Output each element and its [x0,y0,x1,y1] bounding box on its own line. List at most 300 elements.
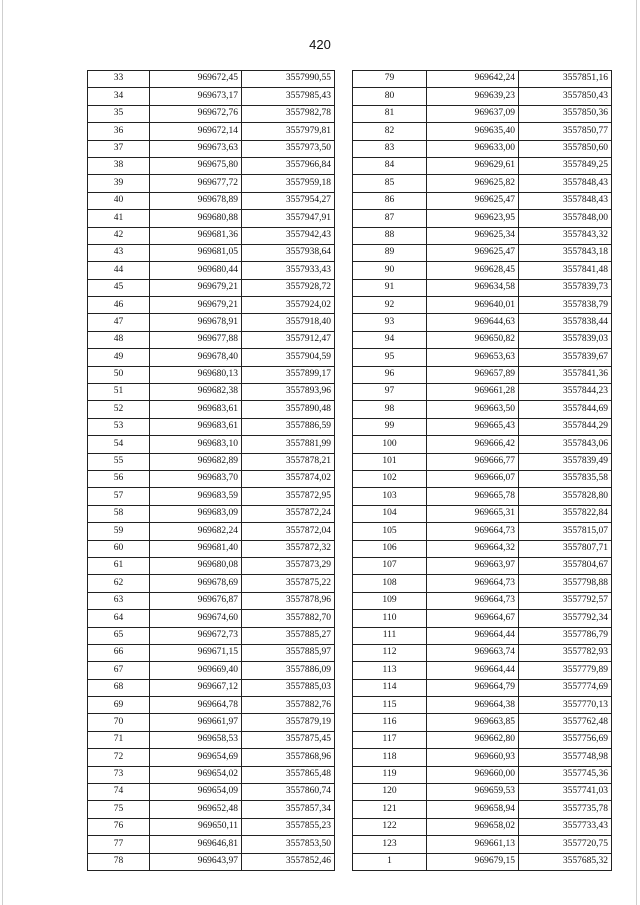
y-coordinate-cell: 3557873,29 [242,557,335,574]
y-coordinate-cell: 3557928,72 [242,279,335,296]
table-row [88,314,335,331]
x-coordinate-cell: 969666,07 [427,470,519,487]
table-row [88,244,335,261]
y-coordinate-cell: 3557942,43 [242,227,335,244]
x-coordinate-cell: 969659,53 [427,784,519,801]
page-number: 420 [309,37,331,52]
x-coordinate-cell: 969664,44 [427,627,519,644]
y-coordinate-cell: 3557882,76 [242,697,335,714]
x-coordinate-cell: 969650,11 [150,818,242,835]
point-number-cell: 50 [88,366,150,383]
point-number-cell: 108 [353,575,427,592]
table-row [88,331,335,348]
point-number-cell: 101 [353,453,427,470]
table-row [88,836,335,853]
point-number-cell: 81 [353,105,427,122]
y-coordinate-cell: 3557792,57 [519,592,612,609]
point-number-cell: 121 [353,801,427,818]
table-row [88,853,335,870]
table-row [88,592,335,609]
point-number-cell: 65 [88,627,150,644]
y-coordinate-cell: 3557882,70 [242,610,335,627]
table-row [88,175,335,192]
y-coordinate-cell: 3557735,78 [519,801,612,818]
y-coordinate-cell: 3557912,47 [242,331,335,348]
x-coordinate-cell: 969665,43 [427,418,519,435]
x-coordinate-cell: 969664,79 [427,679,519,696]
x-coordinate-cell: 969663,85 [427,714,519,731]
y-coordinate-cell: 3557841,36 [519,366,612,383]
x-coordinate-cell: 969682,24 [150,523,242,540]
table-row [353,784,612,801]
table-row [353,836,612,853]
point-number-cell: 43 [88,244,150,261]
x-coordinate-cell: 969664,73 [427,592,519,609]
y-coordinate-cell: 3557849,25 [519,157,612,174]
y-coordinate-cell: 3557879,19 [242,714,335,731]
y-coordinate-cell: 3557850,36 [519,105,612,122]
y-coordinate-cell: 3557720,75 [519,836,612,853]
y-coordinate-cell: 3557872,32 [242,540,335,557]
x-coordinate-cell: 969644,63 [427,314,519,331]
y-coordinate-cell: 3557828,80 [519,488,612,505]
point-number-cell: 49 [88,349,150,366]
y-coordinate-cell: 3557807,71 [519,540,612,557]
y-coordinate-cell: 3557852,46 [242,853,335,870]
table-row [88,523,335,540]
x-coordinate-cell: 969635,40 [427,123,519,140]
table-row [353,157,612,174]
point-number-cell: 59 [88,523,150,540]
point-number-cell: 40 [88,192,150,209]
table-row [353,801,612,818]
point-number-cell: 37 [88,140,150,157]
table-row [353,210,612,227]
x-coordinate-cell: 969654,09 [150,784,242,801]
y-coordinate-cell: 3557839,03 [519,331,612,348]
x-coordinate-cell: 969674,60 [150,610,242,627]
table-row [88,818,335,835]
x-coordinate-cell: 969664,73 [427,575,519,592]
x-coordinate-cell: 969682,89 [150,453,242,470]
table-row [353,192,612,209]
y-coordinate-cell: 3557844,23 [519,384,612,401]
table-row [353,314,612,331]
point-number-cell: 87 [353,210,427,227]
table-row [353,349,612,366]
y-coordinate-cell: 3557786,79 [519,627,612,644]
x-coordinate-cell: 969663,97 [427,557,519,574]
x-coordinate-cell: 969654,69 [150,749,242,766]
x-coordinate-cell: 969679,15 [427,853,519,870]
x-coordinate-cell: 969683,70 [150,470,242,487]
table-row [88,436,335,453]
point-number-cell: 53 [88,418,150,435]
x-coordinate-cell: 969677,88 [150,331,242,348]
table-row [353,610,612,627]
table-row [353,384,612,401]
x-coordinate-cell: 969682,38 [150,384,242,401]
table-row [353,697,612,714]
y-coordinate-cell: 3557918,40 [242,314,335,331]
point-number-cell: 93 [353,314,427,331]
x-coordinate-cell: 969662,80 [427,731,519,748]
x-coordinate-cell: 969623,95 [427,210,519,227]
point-number-cell: 74 [88,784,150,801]
x-coordinate-cell: 969683,61 [150,418,242,435]
x-coordinate-cell: 969680,44 [150,262,242,279]
table-row [353,470,612,487]
point-number-cell: 36 [88,123,150,140]
point-number-cell: 86 [353,192,427,209]
y-coordinate-cell: 3557954,27 [242,192,335,209]
y-coordinate-cell: 3557685,32 [519,853,612,870]
point-number-cell: 33 [88,71,150,88]
point-number-cell: 88 [353,227,427,244]
y-coordinate-cell: 3557815,07 [519,523,612,540]
table-row [88,349,335,366]
y-coordinate-cell: 3557904,59 [242,349,335,366]
x-coordinate-cell: 969625,34 [427,227,519,244]
y-coordinate-cell: 3557843,18 [519,244,612,261]
y-coordinate-cell: 3557851,16 [519,71,612,88]
x-coordinate-cell: 969625,47 [427,192,519,209]
point-number-cell: 100 [353,436,427,453]
x-coordinate-cell: 969683,61 [150,401,242,418]
y-coordinate-cell: 3557782,93 [519,644,612,661]
point-number-cell: 107 [353,557,427,574]
table-row [88,297,335,314]
y-coordinate-cell: 3557853,50 [242,836,335,853]
y-coordinate-cell: 3557745,36 [519,766,612,783]
x-coordinate-cell: 969664,32 [427,540,519,557]
point-number-cell: 64 [88,610,150,627]
y-coordinate-cell: 3557860,74 [242,784,335,801]
table-row [88,627,335,644]
table-row [353,488,612,505]
point-number-cell: 51 [88,384,150,401]
y-coordinate-cell: 3557933,43 [242,262,335,279]
x-coordinate-cell: 969683,10 [150,436,242,453]
point-number-cell: 80 [353,88,427,105]
table-row [353,71,612,88]
table-row [88,157,335,174]
table-row [88,105,335,122]
y-coordinate-cell: 3557841,48 [519,262,612,279]
y-coordinate-cell: 3557885,97 [242,644,335,661]
table-row [88,697,335,714]
y-coordinate-cell: 3557990,55 [242,71,335,88]
y-coordinate-cell: 3557893,96 [242,384,335,401]
point-number-cell: 112 [353,644,427,661]
coordinates-table-left [87,70,335,871]
point-number-cell: 117 [353,731,427,748]
y-coordinate-cell: 3557874,02 [242,470,335,487]
point-number-cell: 1 [353,853,427,870]
y-coordinate-cell: 3557924,02 [242,297,335,314]
y-coordinate-cell: 3557741,03 [519,784,612,801]
point-number-cell: 39 [88,175,150,192]
y-coordinate-cell: 3557848,43 [519,192,612,209]
table-row [88,610,335,627]
x-coordinate-cell: 969625,82 [427,175,519,192]
x-coordinate-cell: 969680,08 [150,557,242,574]
x-coordinate-cell: 969639,23 [427,88,519,105]
x-coordinate-cell: 969664,44 [427,662,519,679]
table-row [353,749,612,766]
point-number-cell: 61 [88,557,150,574]
x-coordinate-cell: 969664,38 [427,697,519,714]
x-coordinate-cell: 969637,09 [427,105,519,122]
table-row [88,749,335,766]
table-row [353,366,612,383]
table-row [88,418,335,435]
x-coordinate-cell: 969664,67 [427,610,519,627]
point-number-cell: 42 [88,227,150,244]
point-number-cell: 55 [88,453,150,470]
x-coordinate-cell: 969672,76 [150,105,242,122]
point-number-cell: 41 [88,210,150,227]
point-number-cell: 103 [353,488,427,505]
y-coordinate-cell: 3557899,17 [242,366,335,383]
point-number-cell: 57 [88,488,150,505]
x-coordinate-cell: 969673,63 [150,140,242,157]
table-row [88,227,335,244]
point-number-cell: 73 [88,766,150,783]
scan-edge-left [2,0,3,905]
point-number-cell: 71 [88,731,150,748]
table-row [88,123,335,140]
table-row [353,244,612,261]
point-number-cell: 110 [353,610,427,627]
x-coordinate-cell: 969646,81 [150,836,242,853]
y-coordinate-cell: 3557804,67 [519,557,612,574]
table-row [353,262,612,279]
point-number-cell: 85 [353,175,427,192]
x-coordinate-cell: 969677,72 [150,175,242,192]
y-coordinate-cell: 3557844,69 [519,401,612,418]
table-row [88,679,335,696]
x-coordinate-cell: 969675,80 [150,157,242,174]
point-number-cell: 91 [353,279,427,296]
point-number-cell: 83 [353,140,427,157]
y-coordinate-cell: 3557885,03 [242,679,335,696]
y-coordinate-cell: 3557982,78 [242,105,335,122]
table-row [353,505,612,522]
y-coordinate-cell: 3557792,34 [519,610,612,627]
point-number-cell: 96 [353,366,427,383]
table-row [353,766,612,783]
table-row [353,227,612,244]
point-number-cell: 89 [353,244,427,261]
table-row [88,766,335,783]
x-coordinate-cell: 969658,02 [427,818,519,835]
y-coordinate-cell: 3557868,96 [242,749,335,766]
table-row [353,418,612,435]
point-number-cell: 38 [88,157,150,174]
table-row [88,279,335,296]
x-coordinate-cell: 969672,45 [150,71,242,88]
x-coordinate-cell: 969669,40 [150,662,242,679]
table-row [88,366,335,383]
table-row [353,88,612,105]
y-coordinate-cell: 3557848,00 [519,210,612,227]
point-number-cell: 66 [88,644,150,661]
table-row [353,557,612,574]
y-coordinate-cell: 3557966,84 [242,157,335,174]
point-number-cell: 120 [353,784,427,801]
y-coordinate-cell: 3557843,32 [519,227,612,244]
x-coordinate-cell: 969673,17 [150,88,242,105]
point-number-cell: 111 [353,627,427,644]
y-coordinate-cell: 3557890,48 [242,401,335,418]
point-number-cell: 78 [88,853,150,870]
coordinates-table-right [352,70,612,871]
point-number-cell: 72 [88,749,150,766]
point-number-cell: 99 [353,418,427,435]
x-coordinate-cell: 969640,01 [427,297,519,314]
x-coordinate-cell: 969661,13 [427,836,519,853]
point-number-cell: 68 [88,679,150,696]
y-coordinate-cell: 3557850,43 [519,88,612,105]
x-coordinate-cell: 969664,73 [427,523,519,540]
x-coordinate-cell: 969663,74 [427,644,519,661]
point-number-cell: 82 [353,123,427,140]
x-coordinate-cell: 969681,05 [150,244,242,261]
point-number-cell: 35 [88,105,150,122]
table-row [353,679,612,696]
point-number-cell: 46 [88,297,150,314]
table-row [88,505,335,522]
table-row [88,140,335,157]
y-coordinate-cell: 3557872,95 [242,488,335,505]
x-coordinate-cell: 969676,87 [150,592,242,609]
x-coordinate-cell: 969663,50 [427,401,519,418]
y-coordinate-cell: 3557885,27 [242,627,335,644]
x-coordinate-cell: 969678,89 [150,192,242,209]
x-coordinate-cell: 969658,53 [150,731,242,748]
table-row [353,644,612,661]
table-row [353,540,612,557]
x-coordinate-cell: 969633,00 [427,140,519,157]
point-number-cell: 45 [88,279,150,296]
y-coordinate-cell: 3557839,73 [519,279,612,296]
point-number-cell: 114 [353,679,427,696]
point-number-cell: 95 [353,349,427,366]
table-row [88,401,335,418]
y-coordinate-cell: 3557985,43 [242,88,335,105]
point-number-cell: 75 [88,801,150,818]
x-coordinate-cell: 969660,00 [427,766,519,783]
table-row [88,731,335,748]
point-number-cell: 70 [88,714,150,731]
y-coordinate-cell: 3557878,96 [242,592,335,609]
y-coordinate-cell: 3557748,98 [519,749,612,766]
table-row [88,210,335,227]
x-coordinate-cell: 969629,61 [427,157,519,174]
x-coordinate-cell: 969658,94 [427,801,519,818]
x-coordinate-cell: 969653,63 [427,349,519,366]
x-coordinate-cell: 969654,02 [150,766,242,783]
y-coordinate-cell: 3557959,18 [242,175,335,192]
x-coordinate-cell: 969634,58 [427,279,519,296]
point-number-cell: 58 [88,505,150,522]
point-number-cell: 105 [353,523,427,540]
table-row [353,279,612,296]
y-coordinate-cell: 3557979,81 [242,123,335,140]
y-coordinate-cell: 3557850,60 [519,140,612,157]
table-row [88,784,335,801]
x-coordinate-cell: 969643,97 [150,853,242,870]
point-number-cell: 77 [88,836,150,853]
y-coordinate-cell: 3557838,44 [519,314,612,331]
table-row [353,662,612,679]
table-row [353,853,612,870]
x-coordinate-cell: 969678,40 [150,349,242,366]
x-coordinate-cell: 969678,69 [150,575,242,592]
point-number-cell: 90 [353,262,427,279]
y-coordinate-cell: 3557798,88 [519,575,612,592]
table-row [353,297,612,314]
y-coordinate-cell: 3557878,21 [242,453,335,470]
point-number-cell: 119 [353,766,427,783]
x-coordinate-cell: 969642,24 [427,71,519,88]
x-coordinate-cell: 969661,28 [427,384,519,401]
y-coordinate-cell: 3557839,67 [519,349,612,366]
point-number-cell: 76 [88,818,150,835]
table-row [88,453,335,470]
point-number-cell: 116 [353,714,427,731]
table-row [88,575,335,592]
table-row [353,592,612,609]
point-number-cell: 34 [88,88,150,105]
point-number-cell: 118 [353,749,427,766]
y-coordinate-cell: 3557938,64 [242,244,335,261]
point-number-cell: 97 [353,384,427,401]
point-number-cell: 69 [88,697,150,714]
table-row [353,731,612,748]
x-coordinate-cell: 969652,48 [150,801,242,818]
table-row [88,644,335,661]
x-coordinate-cell: 969683,09 [150,505,242,522]
table-row [88,262,335,279]
scan-edge-right [636,0,637,905]
y-coordinate-cell: 3557857,34 [242,801,335,818]
x-coordinate-cell: 969667,12 [150,679,242,696]
x-coordinate-cell: 969665,31 [427,505,519,522]
table-row [88,88,335,105]
y-coordinate-cell: 3557843,06 [519,436,612,453]
x-coordinate-cell: 969665,78 [427,488,519,505]
table-row [88,470,335,487]
y-coordinate-cell: 3557774,69 [519,679,612,696]
table-row [88,714,335,731]
x-coordinate-cell: 969625,47 [427,244,519,261]
x-coordinate-cell: 969628,45 [427,262,519,279]
x-coordinate-cell: 969657,89 [427,366,519,383]
point-number-cell: 122 [353,818,427,835]
x-coordinate-cell: 969660,93 [427,749,519,766]
y-coordinate-cell: 3557850,77 [519,123,612,140]
point-number-cell: 62 [88,575,150,592]
x-coordinate-cell: 969666,42 [427,436,519,453]
y-coordinate-cell: 3557762,48 [519,714,612,731]
point-number-cell: 60 [88,540,150,557]
point-number-cell: 98 [353,401,427,418]
table-row [88,488,335,505]
point-number-cell: 52 [88,401,150,418]
table-row [353,331,612,348]
